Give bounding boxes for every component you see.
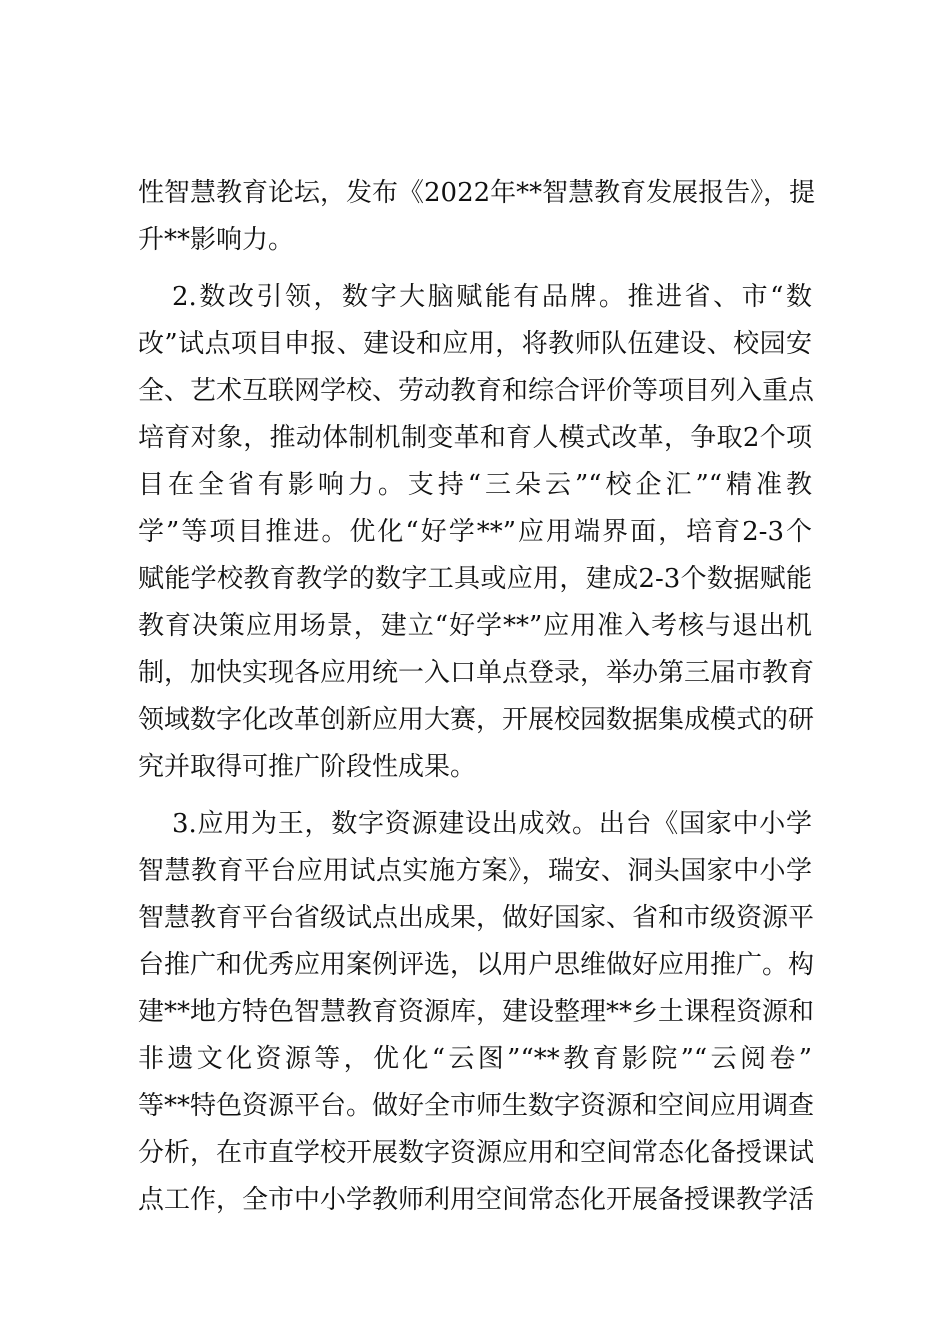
- text-line: 全、艺术互联网学校、劳动教育和综合评价等项目列入重点: [138, 376, 815, 406]
- text-line: 学”等项目推进。优化“好学**”应用端界面，培育2-3个: [138, 517, 812, 547]
- text-line: 教育决策应用场景，建立“好学**”应用准入考核与退出机: [138, 611, 812, 641]
- text-line: 分析，在市直学校开展数字资源应用和空间常态化备授课试: [138, 1138, 815, 1168]
- text-line: 改”试点项目申报、建设和应用，将教师队伍建设、校园安: [138, 329, 812, 359]
- text-line: 智慧教育平台应用试点实施方案》，瑞安、洞头国家中小学: [138, 856, 812, 886]
- text-line: 究并取得可推广阶段性成果。: [138, 752, 477, 782]
- text-line: 建**地方特色智慧教育资源库，建设整理**乡土课程资源和: [138, 997, 815, 1027]
- text-line: 性智慧教育论坛，发布《2022年**智慧教育发展报告》，提: [138, 178, 816, 208]
- body-text: [138, 170, 816, 1234]
- text-line: 点工作，全市中小学教师利用空间常态化开展备授课教学活: [138, 1185, 815, 1215]
- text-line: 升**影响力。: [138, 225, 295, 255]
- text-line: 台推广和优秀应用案例评选，以用户思维做好应用推广。构: [138, 950, 815, 980]
- text-line: 领域数字化改革创新应用大赛，开展校园数据集成模式的研: [138, 705, 815, 735]
- text-line: 培育对象，推动体制机制变革和育人模式改革，争取2个项: [138, 423, 812, 453]
- paragraph-2: [138, 274, 815, 791]
- paragraph-3: [138, 801, 815, 1224]
- text-line: 2.数改引领，数字大脑赋能有品牌。推进省、市“数: [172, 282, 812, 312]
- text-line: 制，加快实现各应用统一入口单点登录，举办第三届市教育: [138, 658, 815, 688]
- paragraph-1: [138, 170, 816, 264]
- text-line: 智慧教育平台省级试点出成果，做好国家、省和市级资源平: [138, 903, 815, 933]
- text-line: 目在全省有影响力。支持“三朵云”“校企汇”“精准教: [138, 470, 812, 500]
- text-line: 等**特色资源平台。做好全市师生数字资源和空间应用调查: [138, 1091, 815, 1121]
- text-line: 非遗文化资源等，优化“云图”“**教育影院”“云阅卷”: [138, 1044, 812, 1074]
- text-line: 3.应用为王，数字资源建设出成效。出台《国家中小学: [172, 809, 812, 839]
- text-line: 赋能学校教育教学的数字工具或应用，建成2-3个数据赋能: [138, 564, 812, 594]
